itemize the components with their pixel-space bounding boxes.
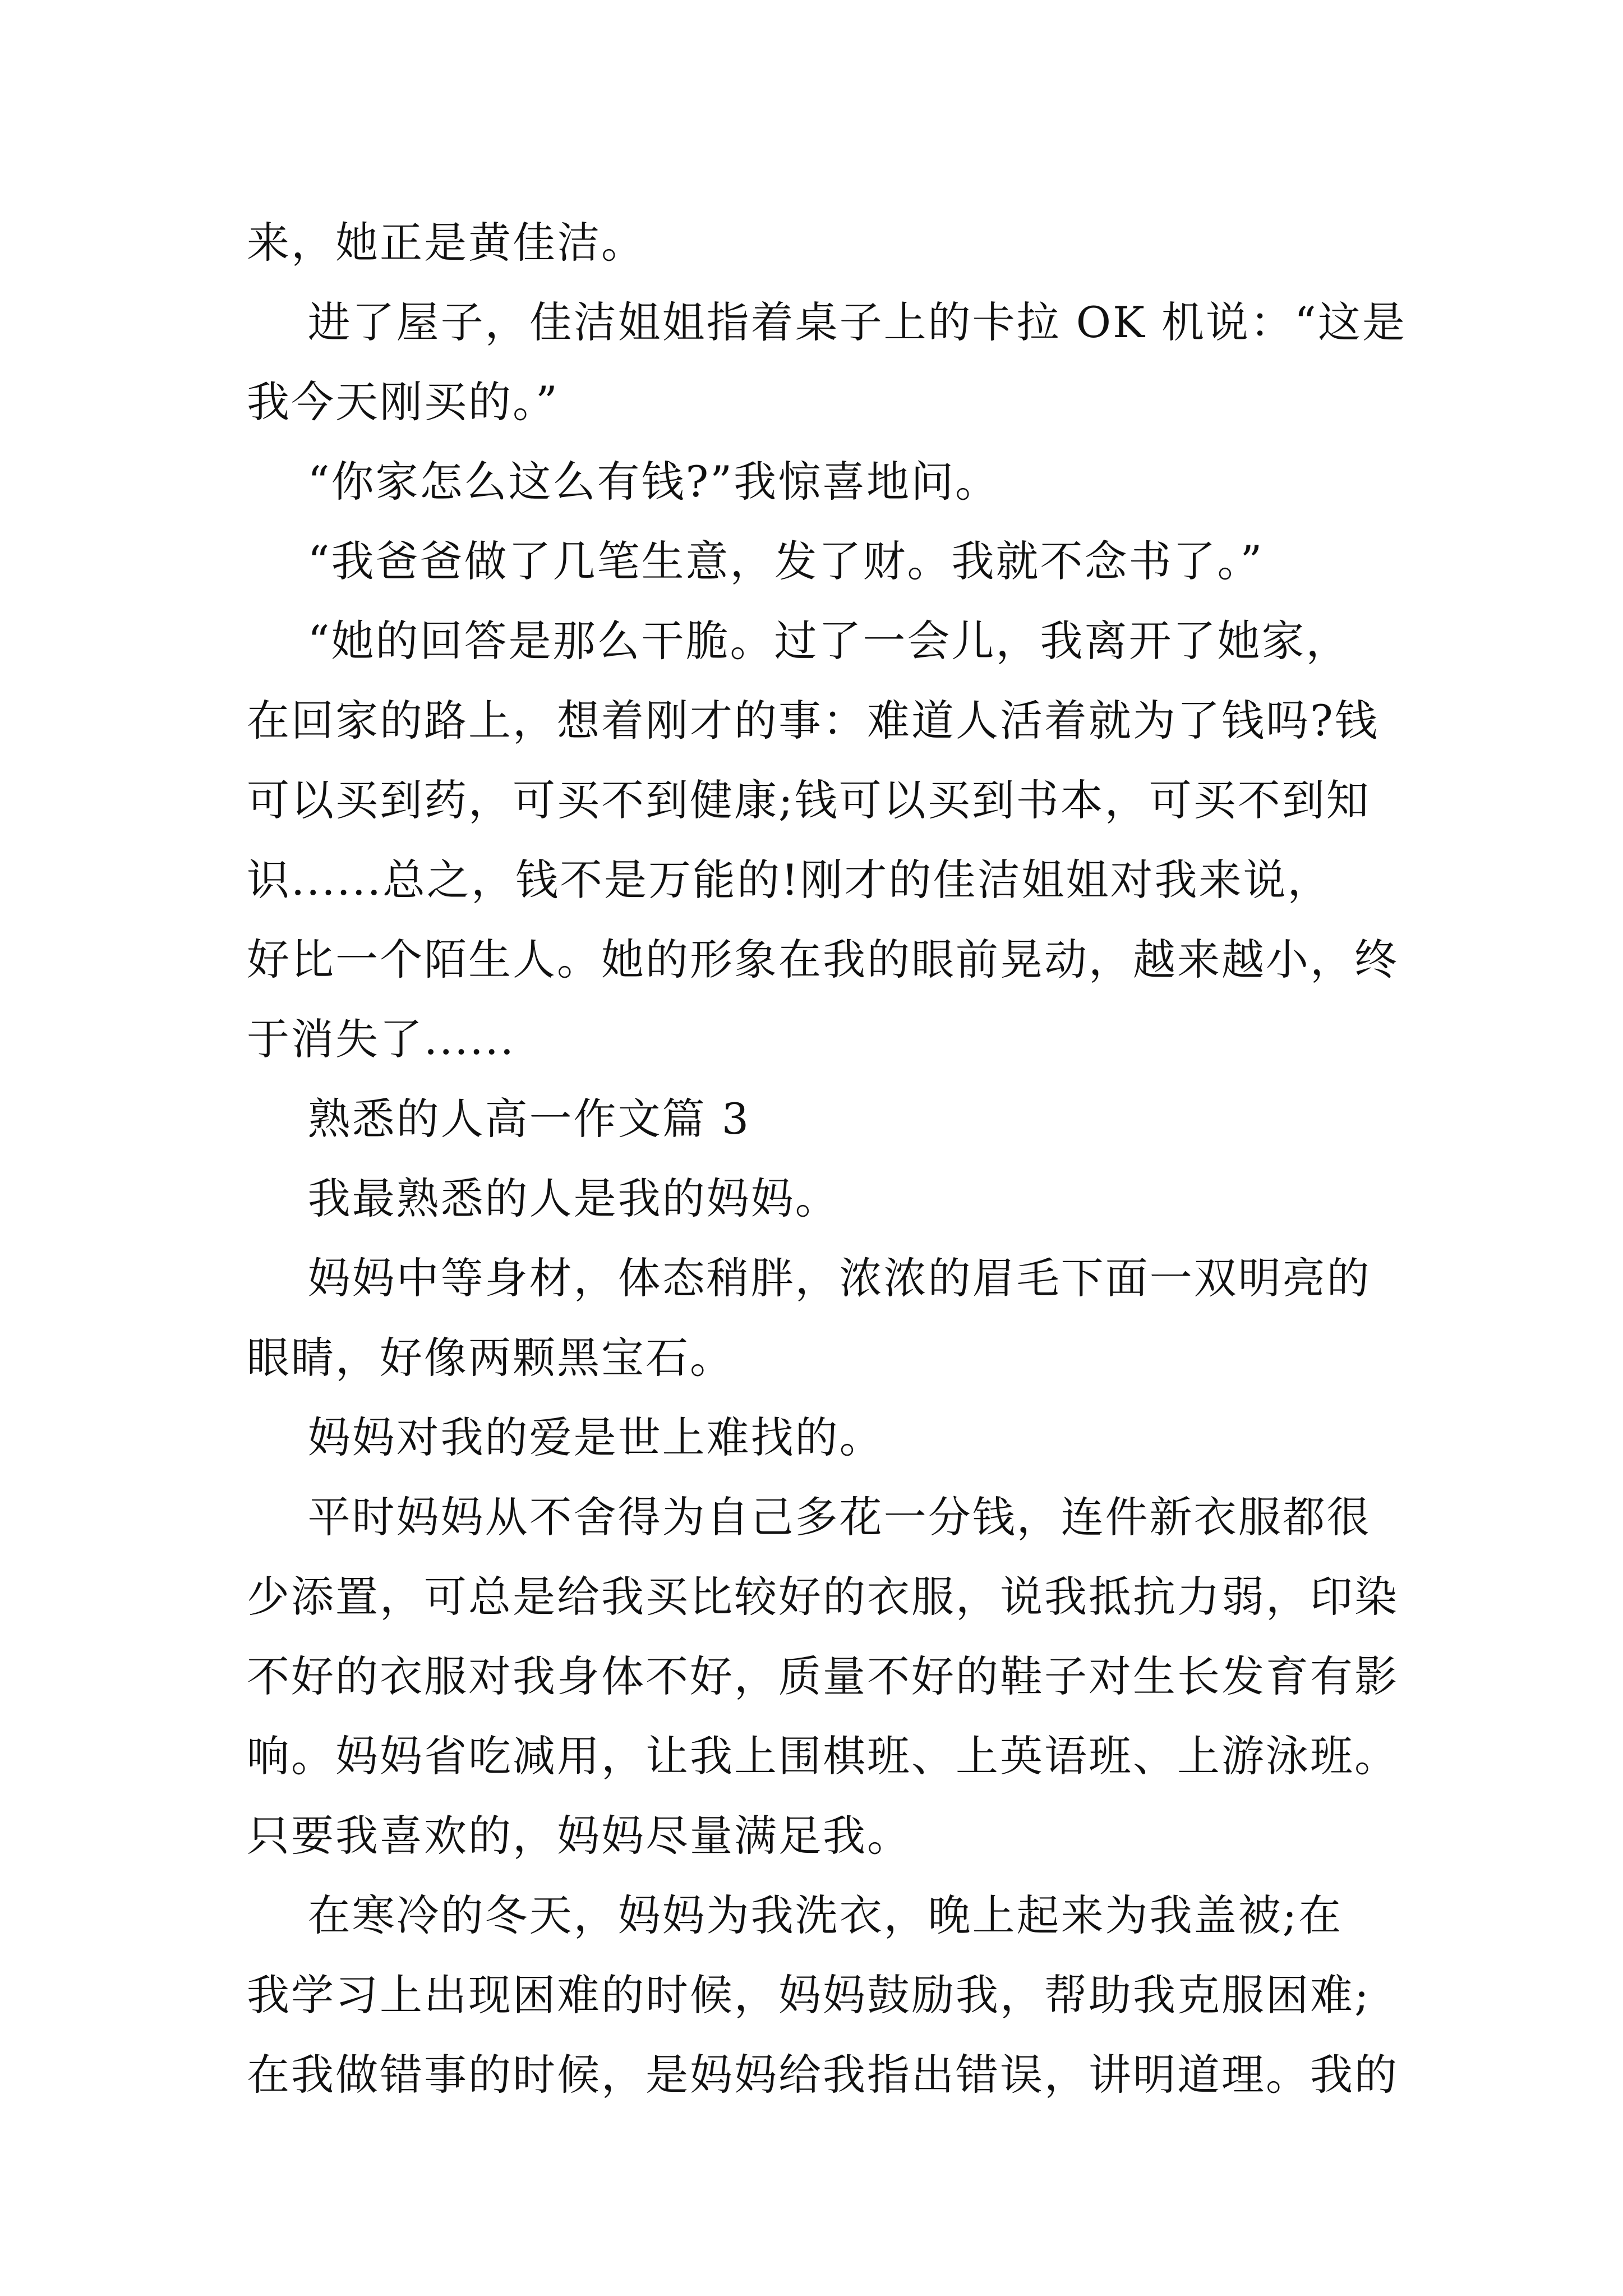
text-line: 妈妈中等身材，体态稍胖，浓浓的眉毛下面一双明亮的 xyxy=(247,1253,1371,1303)
text-line: 我学习上出现困难的时候，妈妈鼓励我，帮助我克服困难; xyxy=(247,1970,1371,2020)
section-heading: 熟悉的人高一作文篇 3 xyxy=(247,1094,751,1144)
text-line: 少添置，可总是给我买比较好的衣服，说我抵抗力弱，印染 xyxy=(247,1572,1399,1622)
text-line: 平时妈妈从不舍得为自己多花一分钱，连件新衣服都很 xyxy=(247,1492,1371,1542)
text-line: 我最熟悉的人是我的妈妈。 xyxy=(247,1174,840,1223)
text-line: 于消失了...... xyxy=(247,1014,515,1064)
text-line: “她的回答是那么干脆。过了一会儿，我离开了她家， xyxy=(247,616,1350,666)
text-line: 我今天刚买的。” xyxy=(247,377,559,427)
text-line: 只要我喜欢的，妈妈尽量满足我。 xyxy=(247,1811,911,1861)
text-line: 不好的衣服对我身体不好，质量不好的鞋子对生长发育有影 xyxy=(247,1651,1399,1701)
text-line: 可以买到药，可买不到健康;钱可以买到书本，可买不到知 xyxy=(247,775,1371,825)
text-line: 在回家的路上，想着刚才的事：难道人活着就为了钱吗?钱 xyxy=(247,696,1379,746)
text-line: 在我做错事的时候，是妈妈给我指出错误，讲明道理。我的 xyxy=(247,2050,1399,2100)
text-line: 妈妈对我的爱是世上难找的。 xyxy=(247,1412,884,1462)
text-line: 来，她正是黄佳洁。 xyxy=(247,218,645,268)
text-line: 响。妈妈省吃减用，让我上围棋班、上英语班、上游泳班。 xyxy=(247,1731,1399,1781)
text-line: 识......总之，钱不是万能的!刚才的佳洁姐姐对我来说， xyxy=(247,855,1332,905)
essay-text xyxy=(247,203,1413,2115)
text-line: “我爸爸做了几笔生意，发了财。我就不念书了。” xyxy=(247,536,1264,586)
text-line: 进了屋子，佳洁姐姐指着桌子上的卡拉 OK 机说：“这是 xyxy=(247,297,1407,347)
text-line: 好比一个陌生人。她的形象在我的眼前晃动，越来越小，终 xyxy=(247,935,1399,984)
text-line: 在寒冷的冬天，妈妈为我洗衣，晚上起来为我盖被;在 xyxy=(247,1890,1343,1940)
text-line: 眼睛，好像两颗黑宝石。 xyxy=(247,1333,734,1383)
text-line: “你家怎么这么有钱?”我惊喜地问。 xyxy=(247,457,1000,507)
